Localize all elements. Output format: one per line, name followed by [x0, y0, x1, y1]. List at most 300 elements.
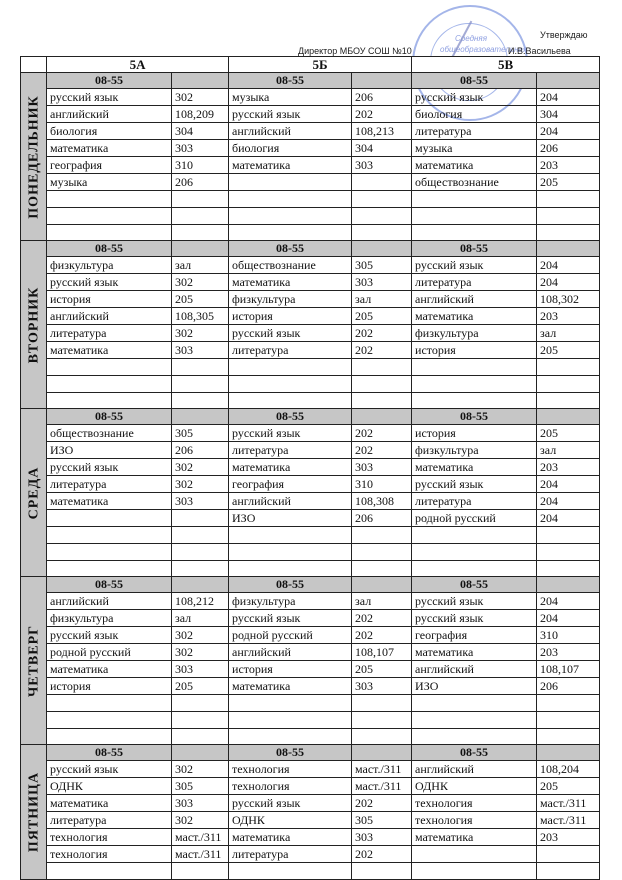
room-cell: 205: [537, 425, 600, 442]
room-cell: 302: [172, 476, 229, 493]
subject-cell: русский язык: [412, 610, 537, 627]
start-time: 08-55: [229, 409, 352, 425]
subject-cell: [47, 527, 172, 544]
room-cell: 206: [537, 140, 600, 157]
room-cell: [172, 510, 229, 527]
room-cell: 303: [172, 661, 229, 678]
day-label-cell: [21, 73, 47, 241]
spacer-cell: [172, 729, 229, 745]
room-cell: зал: [537, 442, 600, 459]
room-cell: 108,302: [537, 291, 600, 308]
spacer-cell: [352, 561, 412, 577]
room-cell: [172, 544, 229, 561]
lesson-row: [21, 459, 600, 476]
room-cell: 303: [352, 678, 412, 695]
signer-name: И.В.Васильева: [508, 46, 571, 56]
subject-cell: русский язык: [412, 476, 537, 493]
lesson-row: [21, 812, 600, 829]
subject-cell: история: [47, 291, 172, 308]
room-cell: [537, 359, 600, 376]
day-name: ПОНЕДЕЛЬНИК: [26, 94, 41, 219]
subject-cell: математика: [412, 308, 537, 325]
start-time: 08-55: [412, 241, 537, 257]
room-cell: 204: [537, 510, 600, 527]
room-cell: маст./311: [537, 812, 600, 829]
class-header-row: [21, 57, 600, 73]
stamp-line-2: общеобразовательная: [440, 45, 528, 54]
subject-cell: география: [47, 157, 172, 174]
room-cell: 108,308: [352, 493, 412, 510]
time-blank: [352, 73, 412, 89]
room-cell: [537, 846, 600, 863]
subject-cell: математика: [412, 157, 537, 174]
room-cell: [537, 544, 600, 561]
room-cell: 206: [352, 89, 412, 106]
room-cell: 202: [352, 610, 412, 627]
subject-cell: родной русский: [412, 510, 537, 527]
subject-cell: [47, 376, 172, 393]
room-cell: 206: [172, 174, 229, 191]
room-cell: 204: [537, 476, 600, 493]
subject-cell: [47, 208, 172, 225]
spacer-row: [21, 393, 600, 409]
subject-cell: математика: [229, 274, 352, 291]
spacer-cell: [537, 561, 600, 577]
room-cell: зал: [352, 291, 412, 308]
subject-cell: [412, 846, 537, 863]
spacer-cell: [537, 393, 600, 409]
lesson-row: [21, 359, 600, 376]
start-time: 08-55: [229, 577, 352, 593]
subject-cell: литература: [47, 476, 172, 493]
room-cell: 310: [172, 157, 229, 174]
room-cell: 302: [172, 761, 229, 778]
subject-cell: история: [229, 661, 352, 678]
room-cell: 202: [352, 342, 412, 359]
start-time: 08-55: [229, 745, 352, 761]
room-cell: 302: [172, 274, 229, 291]
start-time: 08-55: [412, 409, 537, 425]
subject-cell: английский: [47, 593, 172, 610]
room-cell: 305: [172, 778, 229, 795]
room-cell: 108,305: [172, 308, 229, 325]
lesson-row: [21, 712, 600, 729]
lesson-row: [21, 157, 600, 174]
lesson-row: [21, 627, 600, 644]
subject-cell: технология: [412, 812, 537, 829]
room-cell: 204: [537, 610, 600, 627]
approve-label: Утверждаю: [540, 30, 588, 40]
day-label-cell: [21, 241, 47, 409]
room-cell: 203: [537, 459, 600, 476]
schedule-table: [20, 56, 600, 880]
lesson-row: [21, 208, 600, 225]
lesson-row: [21, 89, 600, 106]
time-row: [21, 73, 600, 89]
room-cell: 108,209: [172, 106, 229, 123]
lesson-row: [21, 593, 600, 610]
subject-cell: английский: [47, 308, 172, 325]
room-cell: 303: [172, 795, 229, 812]
time-blank: [172, 241, 229, 257]
director-label: Директор МБОУ СОШ №10: [298, 46, 412, 56]
lesson-row: [21, 678, 600, 695]
room-cell: 305: [352, 812, 412, 829]
spacer-cell: [172, 225, 229, 241]
subject-cell: [229, 208, 352, 225]
spacer-cell: [352, 225, 412, 241]
spacer-cell: [172, 863, 229, 880]
room-cell: маст./311: [172, 829, 229, 846]
subject-cell: математика: [47, 795, 172, 812]
subject-cell: [412, 359, 537, 376]
subject-cell: физкультура: [229, 593, 352, 610]
room-cell: [352, 712, 412, 729]
corner-cell: [21, 57, 47, 73]
subject-cell: литература: [229, 442, 352, 459]
room-cell: 205: [537, 778, 600, 795]
subject-cell: математика: [47, 140, 172, 157]
room-cell: [172, 376, 229, 393]
time-row: [21, 409, 600, 425]
subject-cell: география: [412, 627, 537, 644]
time-blank: [352, 409, 412, 425]
day-name: ВТОРНИК: [26, 286, 41, 363]
subject-cell: литература: [47, 812, 172, 829]
subject-cell: литература: [47, 325, 172, 342]
room-cell: зал: [172, 610, 229, 627]
room-cell: 206: [172, 442, 229, 459]
lesson-row: [21, 325, 600, 342]
subject-cell: физкультура: [47, 257, 172, 274]
room-cell: 108,204: [537, 761, 600, 778]
time-blank: [537, 409, 600, 425]
subject-cell: технология: [229, 761, 352, 778]
subject-cell: музыка: [229, 89, 352, 106]
room-cell: 203: [537, 308, 600, 325]
room-cell: [172, 208, 229, 225]
class-header: 5А: [47, 57, 229, 73]
lesson-row: [21, 610, 600, 627]
room-cell: 303: [352, 157, 412, 174]
subject-cell: русский язык: [229, 610, 352, 627]
room-cell: [352, 376, 412, 393]
subject-cell: английский: [229, 123, 352, 140]
subject-cell: [412, 191, 537, 208]
room-cell: 204: [537, 593, 600, 610]
time-blank: [352, 577, 412, 593]
time-row: [21, 241, 600, 257]
lesson-row: [21, 274, 600, 291]
lesson-row: [21, 761, 600, 778]
room-cell: 302: [172, 89, 229, 106]
subject-cell: родной русский: [47, 644, 172, 661]
room-cell: 204: [537, 274, 600, 291]
subject-cell: технология: [47, 829, 172, 846]
lesson-row: [21, 123, 600, 140]
spacer-cell: [229, 225, 352, 241]
subject-cell: физкультура: [47, 610, 172, 627]
lesson-row: [21, 493, 600, 510]
room-cell: 205: [537, 342, 600, 359]
subject-cell: [47, 544, 172, 561]
time-blank: [172, 73, 229, 89]
room-cell: 303: [172, 493, 229, 510]
room-cell: [352, 527, 412, 544]
start-time: 08-55: [229, 241, 352, 257]
subject-cell: литература: [412, 274, 537, 291]
subject-cell: математика: [47, 493, 172, 510]
room-cell: 206: [352, 510, 412, 527]
subject-cell: русский язык: [229, 106, 352, 123]
subject-cell: [229, 191, 352, 208]
spacer-cell: [172, 393, 229, 409]
room-cell: 304: [172, 123, 229, 140]
room-cell: зал: [172, 257, 229, 274]
lesson-row: [21, 795, 600, 812]
subject-cell: ОДНК: [47, 778, 172, 795]
subject-cell: математика: [47, 661, 172, 678]
room-cell: 205: [352, 661, 412, 678]
start-time: 08-55: [412, 745, 537, 761]
room-cell: маст./311: [352, 761, 412, 778]
subject-cell: история: [412, 342, 537, 359]
spacer-cell: [229, 729, 352, 745]
room-cell: 205: [172, 291, 229, 308]
subject-cell: [47, 712, 172, 729]
room-cell: [352, 695, 412, 712]
stamp-line-1: Средняя: [455, 34, 487, 43]
subject-cell: история: [229, 308, 352, 325]
subject-cell: [47, 695, 172, 712]
spacer-cell: [47, 561, 172, 577]
subject-cell: обществознание: [47, 425, 172, 442]
room-cell: [172, 527, 229, 544]
subject-cell: технология: [412, 795, 537, 812]
room-cell: [537, 527, 600, 544]
lesson-row: [21, 174, 600, 191]
spacer-cell: [537, 863, 600, 880]
room-cell: [352, 208, 412, 225]
start-time: 08-55: [412, 577, 537, 593]
room-cell: [537, 208, 600, 225]
room-cell: 206: [537, 678, 600, 695]
spacer-cell: [412, 393, 537, 409]
lesson-row: [21, 695, 600, 712]
room-cell: зал: [537, 325, 600, 342]
day-name: ЧЕТВЕРГ: [26, 624, 41, 697]
spacer-cell: [352, 393, 412, 409]
subject-cell: ОДНК: [229, 812, 352, 829]
room-cell: 202: [352, 325, 412, 342]
room-cell: зал: [352, 593, 412, 610]
subject-cell: литература: [412, 123, 537, 140]
room-cell: 302: [172, 627, 229, 644]
subject-cell: [47, 510, 172, 527]
subject-cell: биология: [47, 123, 172, 140]
subject-cell: [412, 376, 537, 393]
lesson-row: [21, 829, 600, 846]
subject-cell: литература: [229, 846, 352, 863]
room-cell: [172, 695, 229, 712]
spacer-cell: [412, 561, 537, 577]
subject-cell: математика: [47, 342, 172, 359]
room-cell: [352, 359, 412, 376]
room-cell: 304: [352, 140, 412, 157]
room-cell: 108,212: [172, 593, 229, 610]
day-label-cell: [21, 409, 47, 577]
room-cell: 303: [352, 829, 412, 846]
subject-cell: математика: [229, 829, 352, 846]
subject-cell: [229, 174, 352, 191]
subject-cell: биология: [229, 140, 352, 157]
subject-cell: литература: [412, 493, 537, 510]
subject-cell: русский язык: [47, 761, 172, 778]
spacer-cell: [229, 393, 352, 409]
room-cell: маст./311: [172, 846, 229, 863]
subject-cell: биология: [412, 106, 537, 123]
subject-cell: русский язык: [47, 459, 172, 476]
time-blank: [352, 745, 412, 761]
room-cell: 202: [352, 425, 412, 442]
subject-cell: русский язык: [47, 274, 172, 291]
room-cell: 305: [352, 257, 412, 274]
subject-cell: английский: [412, 661, 537, 678]
subject-cell: [229, 695, 352, 712]
room-cell: 303: [352, 274, 412, 291]
time-blank: [172, 409, 229, 425]
subject-cell: физкультура: [412, 325, 537, 342]
lesson-row: [21, 527, 600, 544]
time-blank: [537, 577, 600, 593]
subject-cell: [229, 376, 352, 393]
room-cell: 204: [537, 123, 600, 140]
room-cell: [537, 376, 600, 393]
lesson-row: [21, 106, 600, 123]
subject-cell: [412, 544, 537, 561]
subject-cell: [229, 712, 352, 729]
lesson-row: [21, 442, 600, 459]
spacer-row: [21, 729, 600, 745]
subject-cell: русский язык: [229, 425, 352, 442]
subject-cell: родной русский: [229, 627, 352, 644]
room-cell: [172, 712, 229, 729]
time-blank: [172, 745, 229, 761]
lesson-row: [21, 257, 600, 274]
room-cell: 205: [352, 308, 412, 325]
room-cell: [352, 174, 412, 191]
time-blank: [537, 745, 600, 761]
subject-cell: русский язык: [229, 795, 352, 812]
class-header: 5В: [412, 57, 600, 73]
room-cell: 205: [537, 174, 600, 191]
subject-cell: [412, 208, 537, 225]
subject-cell: обществознание: [412, 174, 537, 191]
subject-cell: [412, 695, 537, 712]
room-cell: 305: [172, 425, 229, 442]
lesson-row: [21, 510, 600, 527]
room-cell: 203: [537, 829, 600, 846]
subject-cell: ИЗО: [412, 678, 537, 695]
subject-cell: история: [47, 678, 172, 695]
start-time: 08-55: [47, 73, 172, 89]
spacer-cell: [537, 729, 600, 745]
subject-cell: физкультура: [412, 442, 537, 459]
lesson-row: [21, 544, 600, 561]
room-cell: 203: [537, 157, 600, 174]
lesson-row: [21, 308, 600, 325]
spacer-cell: [47, 729, 172, 745]
subject-cell: ОДНК: [412, 778, 537, 795]
subject-cell: физкультура: [229, 291, 352, 308]
day-label-cell: [21, 577, 47, 745]
subject-cell: математика: [229, 459, 352, 476]
subject-cell: русский язык: [412, 593, 537, 610]
room-cell: 202: [352, 795, 412, 812]
time-row: [21, 745, 600, 761]
room-cell: [352, 191, 412, 208]
lesson-row: [21, 476, 600, 493]
subject-cell: английский: [47, 106, 172, 123]
start-time: 08-55: [229, 73, 352, 89]
lesson-row: [21, 846, 600, 863]
room-cell: 303: [172, 140, 229, 157]
room-cell: 310: [352, 476, 412, 493]
spacer-cell: [47, 863, 172, 880]
spacer-cell: [352, 729, 412, 745]
spacer-row: [21, 561, 600, 577]
lesson-row: [21, 191, 600, 208]
subject-cell: математика: [412, 829, 537, 846]
lesson-row: [21, 376, 600, 393]
subject-cell: ИЗО: [47, 442, 172, 459]
subject-cell: история: [412, 425, 537, 442]
subject-cell: литература: [229, 342, 352, 359]
time-blank: [537, 73, 600, 89]
room-cell: 303: [172, 342, 229, 359]
room-cell: 302: [172, 644, 229, 661]
room-cell: 204: [537, 89, 600, 106]
room-cell: 302: [172, 812, 229, 829]
class-header: 5Б: [229, 57, 412, 73]
subject-cell: обществознание: [229, 257, 352, 274]
room-cell: 108,213: [352, 123, 412, 140]
spacer-row: [21, 863, 600, 880]
room-cell: 205: [172, 678, 229, 695]
start-time: 08-55: [47, 577, 172, 593]
subject-cell: английский: [229, 644, 352, 661]
subject-cell: [229, 544, 352, 561]
subject-cell: [229, 359, 352, 376]
subject-cell: [47, 191, 172, 208]
room-cell: 302: [172, 459, 229, 476]
spacer-cell: [537, 225, 600, 241]
subject-cell: русский язык: [229, 325, 352, 342]
time-blank: [172, 577, 229, 593]
subject-cell: математика: [412, 644, 537, 661]
subject-cell: технология: [229, 778, 352, 795]
spacer-cell: [229, 561, 352, 577]
spacer-cell: [47, 225, 172, 241]
time-blank: [352, 241, 412, 257]
subject-cell: русский язык: [47, 627, 172, 644]
subject-cell: математика: [229, 157, 352, 174]
lesson-row: [21, 661, 600, 678]
room-cell: 303: [352, 459, 412, 476]
lesson-row: [21, 778, 600, 795]
room-cell: 203: [537, 644, 600, 661]
room-cell: маст./311: [352, 778, 412, 795]
